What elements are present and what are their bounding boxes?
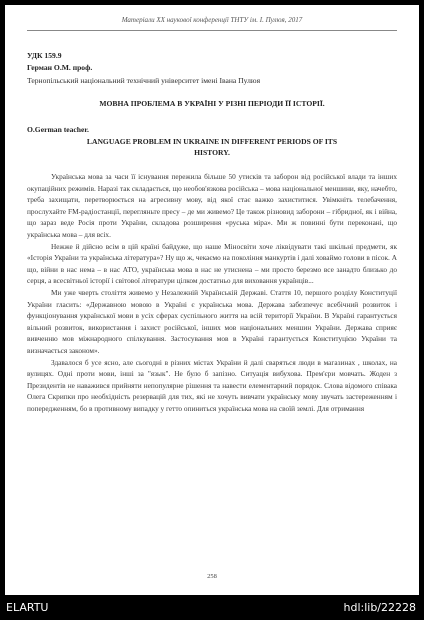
header-divider xyxy=(27,30,397,31)
affiliation-line: Тернопільський національний технічний університет імені Івана Пулюя xyxy=(27,76,261,85)
body-text xyxy=(27,171,397,414)
handle-identifier: hdl:lib/22228 xyxy=(343,601,416,614)
repository-label: ELARTU xyxy=(6,601,49,614)
page-number: 258 xyxy=(207,573,217,580)
title-ukrainian: МОВНА ПРОБЛЕМА В УКРАЇНІ У РІЗНІ ПЕРІОДИ ЇЇ ІСТОРІЇ. xyxy=(99,99,325,108)
footer-bar xyxy=(0,595,424,620)
title-english-line-1: LANGUAGE PROBLEM IN UKRAINE IN DIFFERENT PERIODS OF ITS xyxy=(86,137,338,146)
author-line: Герман О.М. проф. xyxy=(27,63,93,72)
paragraph: Українська мова за часи її існування пережила більше 50 утисків та заборон від російської влади та інших окупаційних режимів. Наразі так складається, що необов'язкова російська – мова національної меншини, яку, начебто, треба захищати, перетворюється на агресивну мову, від якої стає важко захиститися. Увімкніть телебачення, прослухайте FM-радіостанції, перегляньте пресу – де ми живемо? Це також різновид заборони – гібридної, як і війна, що зараз веде Росія проти України, складова розширення «руська міра». Ми ж повинні бути переконані, що українська мова – для всіх. xyxy=(27,172,397,239)
title-english-line-2: HISTORY. xyxy=(194,148,230,157)
paragraph: Здавалося б усе ясно, але сьогодні в різних містах України й далі сваряться люди в магазинах , школах, на вулицях. Одні проти мови, інші за "язык". Не було б запізно. Ситуація вибухова. Прем'єри мовчать. Жоден з Президентів не наважився прийняти непопулярне рішення та навести елементарний порядок. Слова відомого співака Олега Скрипки про необхідність резервацій для тих, які не хочуть вивчати українську мову звучать застереженням і попередженням, бо в противному випадку у гетто опиниться українська мова на своїй землі. Для отримання xyxy=(27,357,397,413)
document-page xyxy=(5,5,419,595)
running-header: Матеріали ХХ наукової конференції ТНТУ ім. І. Пулюя, 2017 xyxy=(121,16,303,24)
paragraph: Ми уже чверть століття живемо у Незалежній Українській Державі. Стаття 10, першого розділу Конституції України гласить: «Державною мовою в Україні є українська мова. Держава забезпечує всебічний розвиток і функціонування української мови в усіх сферах суспільного життя на всій території України. В Україні гарантується вільний розвиток, використання і захист російської, інших мов національних меншин України. Держава сприяє вивченню мов міжнародного спілкування. Застосування мов в Україні гарантується Конституцією України та визначається законом». xyxy=(27,287,397,355)
udk-code: УДК 159.9 xyxy=(27,51,62,60)
author-english: O.German teacher. xyxy=(27,125,89,134)
title-english xyxy=(27,136,397,158)
paragraph: Нежже й дійсно всім в цій країні байдуже, що наше Міносвіти хоче ліквідувати такі шкільні предмети, як «Історія України та українська література»? Ну що ж, чекаємо на покоління манкуртів і далі ховаймо голови в пісок. А що, війни в нас нема – в нас АТО, українська мова в нас не утиснена – ми просто березмо все занадто близько до серця, а всесвітньої історії і світової літератури цілком достатньо для виховання українців... xyxy=(27,241,397,286)
